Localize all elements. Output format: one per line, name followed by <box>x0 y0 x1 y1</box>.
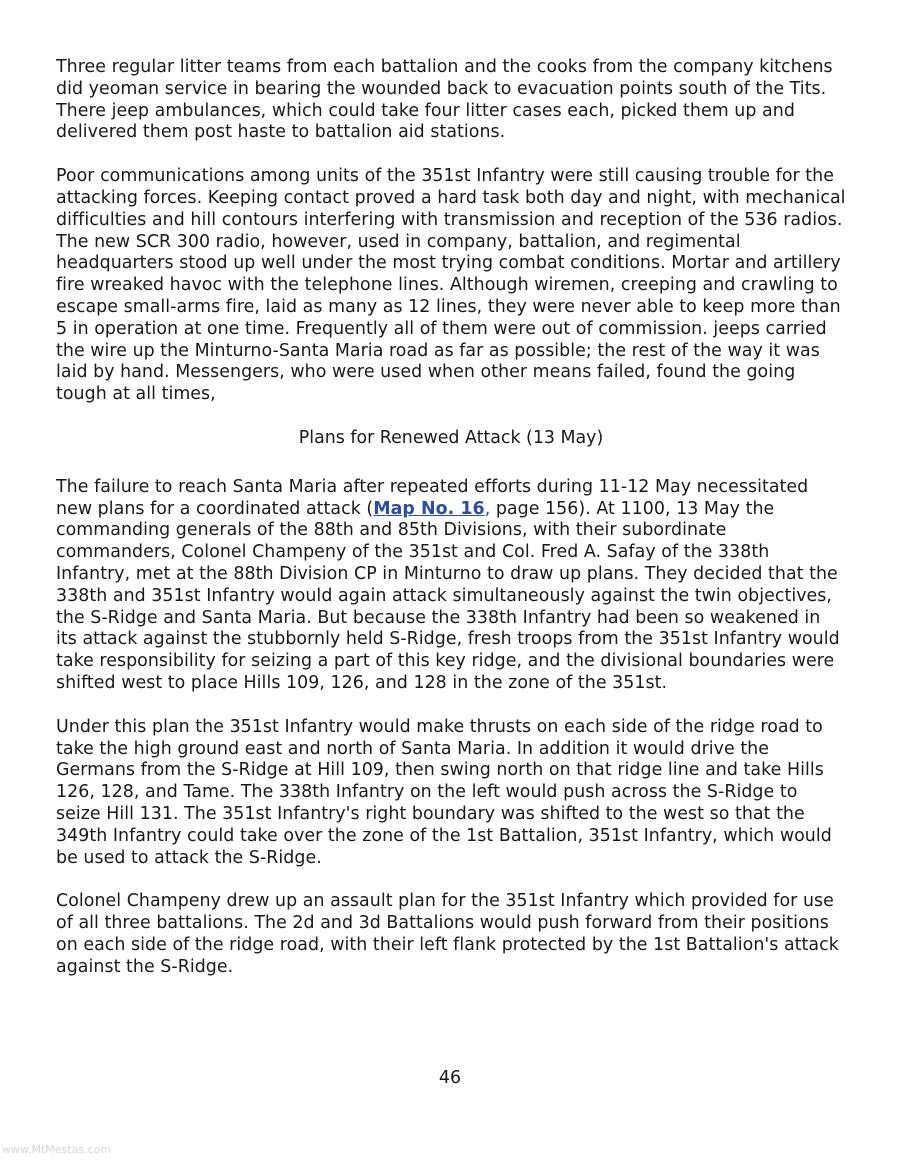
document-body <box>56 57 846 1000</box>
page-reference: page 156 <box>490 498 579 519</box>
section-heading: Plans for Renewed Attack (13 May) <box>298 427 604 448</box>
paragraph-assault-plan: Colonel Champeny drew up an assault plan for the 351st Infantry which provided for use of all three battalions. The 2d and 3d Battalions would push forward from their positions on each side of the ridge road, with their left flank protected by the 1st Battalion's attack against the S-Ridge. <box>56 891 839 977</box>
paragraph-communications: Poor communications among units of the 351st Infantry were still causing trouble for the attacking forces. Keeping contact proved a hard task both day and night, with mechanical difficulties and hill contours interfering with transmission and reception of the 536 radios. The new SCR 300 radio, however, used in company, battalion, and regimental headquarters stood up well under the most trying combat conditions. Mortar and artillery fire wreaked havoc with the telephone lines. Although wiremen, creeping and crawling to escape small-arms fire, laid as many as 12 lines, they were never able to keep more than 5 in operation at one time. Frequently all of them were out of commission. jeeps carried the wire up the Minturno-Santa Maria road as far as possible; the rest of the way it was laid by hand. Messengers, who were used when other means failed, found the going tough at all times, <box>56 166 846 405</box>
paragraph-text-end: ). At 1100, 13 May the commanding generals of the 88th and 85th Divisions, with their subordinate commanders, Colonel Champeny of the 351st and Col. Fred A. Safay of the 338th Infantry, met at the 88th Division CP in Minturno to draw up plans. They decided that the 338th and 351st Infantry would again attack simultaneously against the twin objectives, the S-Ridge and Santa Maria. But because the 338th Infantry had been so weakened in its attack against the stubbornly held S-Ridge, fresh troops from the 351st Infantry would take responsibility for seizing a part of this key ridge, and the divisional boundaries were shifted west to place Hills 109, 126, and 128 in the zone of the 351st. <box>56 498 840 693</box>
watermark: www.MtMestas.com <box>2 1143 112 1156</box>
paragraph-text-start: The failure to reach Santa Maria after repeated efforts during 11-12 May necessitated new plans for a coordinated attack ( <box>56 476 809 519</box>
paragraph-failure-santa-maria <box>56 477 846 695</box>
page-number: 46 <box>438 1068 462 1088</box>
map-16-link[interactable]: Map No. 16 <box>373 498 485 519</box>
paragraph-litter-teams: Three regular litter teams from each battalion and the cooks from the company kitchens did yeoman service in bearing the wounded back to evacuation points south of the Tits. There jeep ambulances, which could take four litter cases each, picked them up and delivered them post haste to battalion aid stations. <box>56 57 833 143</box>
map-link-comma: , <box>484 498 491 519</box>
paragraph-plan-thrusts: Under this plan the 351st Infantry would make thrusts on each side of the ridge road to take the high ground east and north of Santa Maria. In addition it would drive the Germans from the S-Ridge at Hill 109, then swing north on that ridge line and take Hills 126, 128, and Tame. The 338th Infantry on the left would push across the S-Ridge to seize Hill 131. The 351st Infantry's right boundary was shifted to the west so that the 349th Infantry could take over the zone of the 1st Battalion, 351st Infantry, which would be used to attack the S-Ridge. <box>56 716 832 868</box>
